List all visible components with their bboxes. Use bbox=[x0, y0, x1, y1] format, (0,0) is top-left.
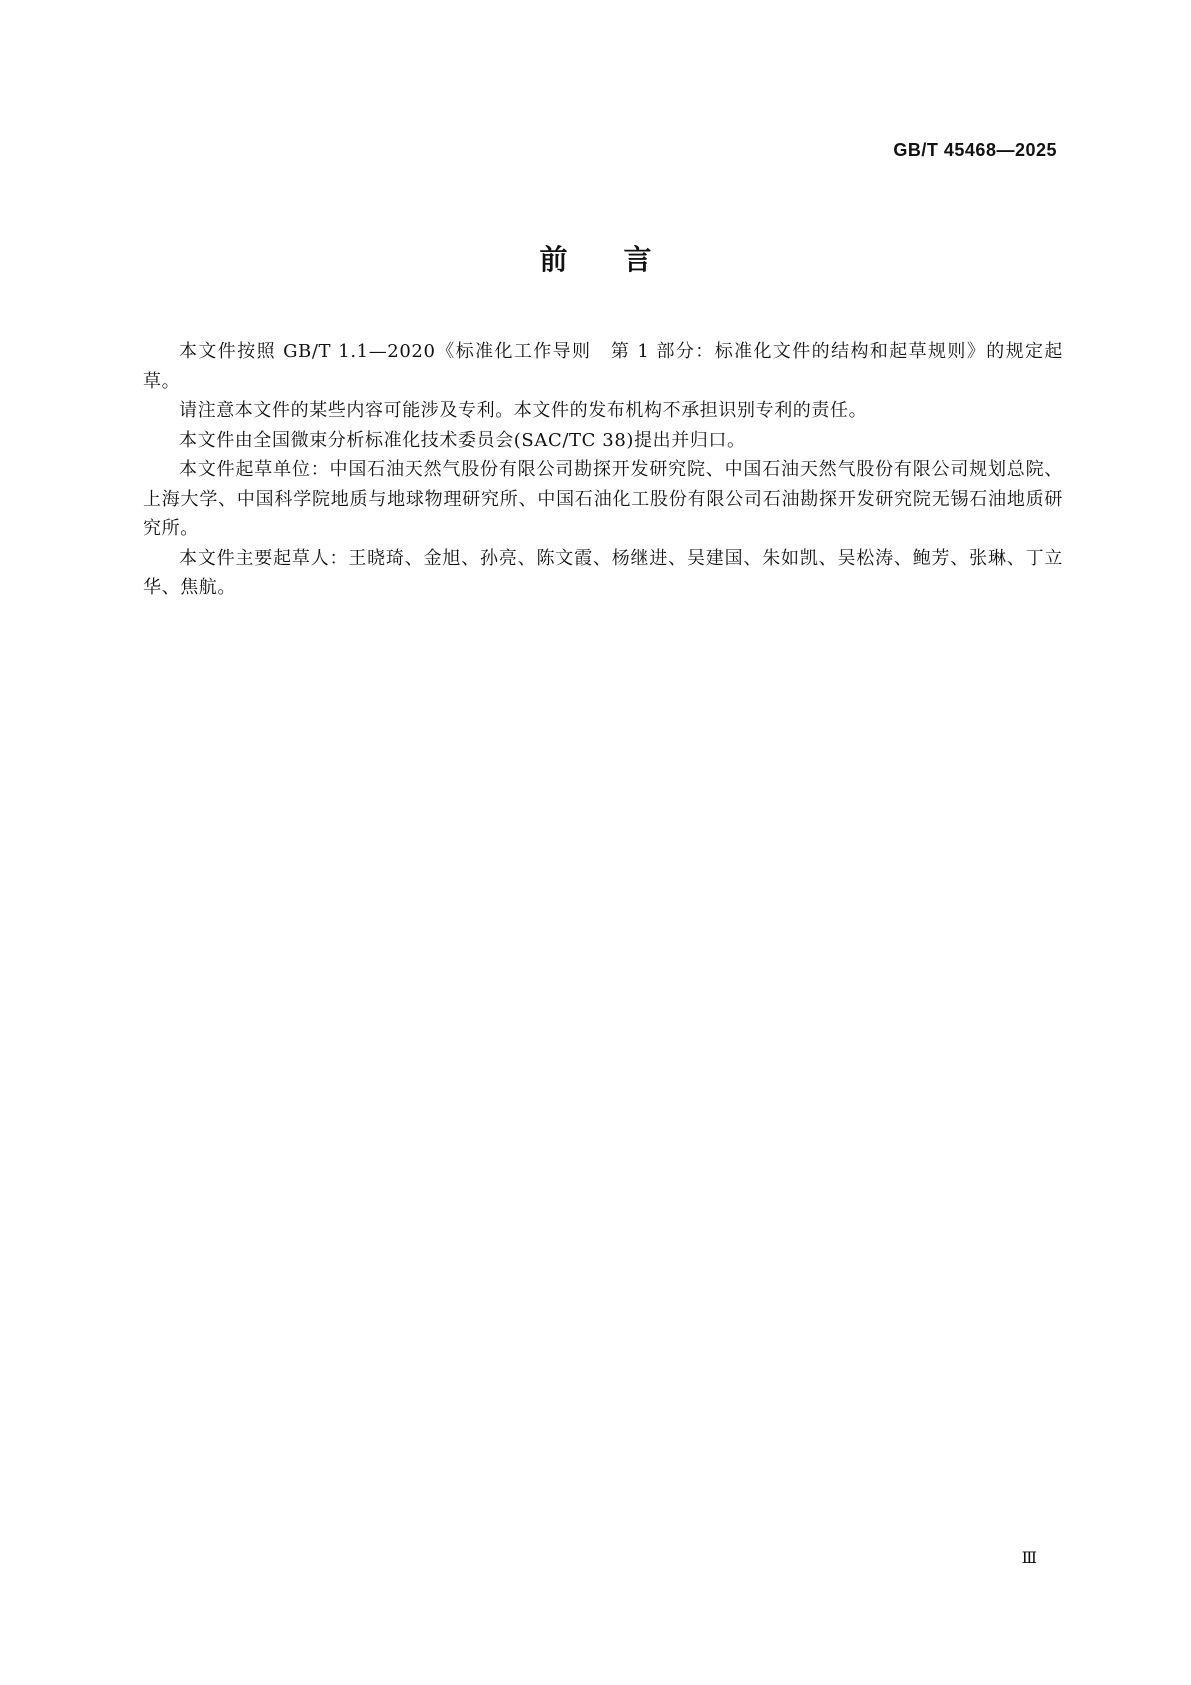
foreword-body bbox=[143, 337, 1063, 603]
paragraph-drafters: 本文件主要起草人：王晓琦、金旭、孙亮、陈文霞、杨继进、吴建国、朱如凯、吴松涛、鲍芳、张琳、丁立华、焦航。 bbox=[143, 547, 1063, 598]
page-number: Ⅲ bbox=[1021, 1550, 1037, 1567]
page-title: 前言 bbox=[539, 243, 708, 276]
paragraph-patent-notice: 请注意本文件的某些内容可能涉及专利。本文件的发布机构不承担识别专利的责任。 bbox=[179, 400, 868, 421]
paragraph-committee: 本文件由全国微束分析标准化技术委员会(SAC/TC 38)提出并归口。 bbox=[179, 429, 746, 451]
standard-number: GB/T 45468—2025 bbox=[893, 140, 1057, 160]
paragraph-drafting-units: 本文件起草单位：中国石油天然气股份有限公司勘探开发研究院、中国石油天然气股份有限公司规划总院、上海大学、中国科学院地质与地球物理研究所、中国石油化工股份有限公司石油勘探开发研究院无锡石油地质研究所。 bbox=[143, 459, 1063, 539]
paragraph-drafting-rules: 本文件按照 GB/T 1.1—2020《标准化工作导则 第 1 部分：标准化文件的结构和起草规则》的规定起草。 bbox=[143, 341, 1063, 392]
